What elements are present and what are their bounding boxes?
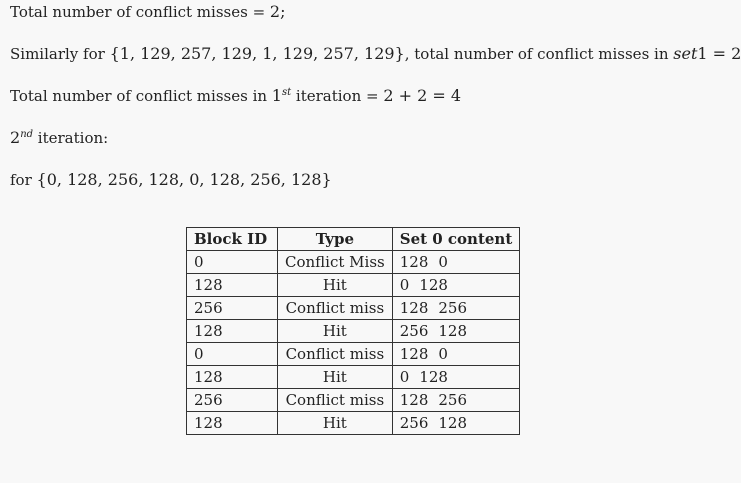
cell-set-content: [392, 274, 520, 297]
content-second: 128: [419, 368, 448, 386]
content-first: 128: [399, 391, 429, 409]
sequence-set0: {0, 128, 256, 128, 0, 128, 256, 128}: [36, 170, 332, 189]
cell-set-content: [392, 389, 520, 412]
cell-block-id: 0: [187, 251, 278, 274]
set-symbol: set: [673, 44, 698, 63]
set0-sequence-line: [10, 170, 332, 190]
table-row: [187, 389, 520, 412]
similar-set1-line: [10, 44, 741, 64]
content-second: 256: [438, 299, 468, 317]
line-text-2: , total number of conflict misses in: [404, 45, 674, 63]
header-block-id: Block ID: [187, 228, 278, 251]
cell-type: Conflict miss: [278, 389, 393, 412]
set-number: 1: [697, 44, 708, 63]
content-first: 0: [399, 276, 410, 294]
line-text: iteration:: [33, 129, 109, 147]
header-set0-content: Set 0 content: [392, 228, 520, 251]
table-row: [187, 320, 520, 343]
ordinal-suffix: st: [281, 87, 292, 98]
cell-type: Hit: [278, 412, 393, 435]
cell-type: Hit: [278, 366, 393, 389]
cell-type: Hit: [278, 274, 393, 297]
line-text: Total number of conflict misses =: [10, 3, 270, 21]
table-header-row: [187, 228, 520, 251]
cell-set-content: [392, 366, 520, 389]
second-iteration-heading: [10, 128, 108, 148]
content-first: 128: [399, 299, 429, 317]
cell-type: Conflict miss: [278, 297, 393, 320]
cell-set-content: [392, 343, 520, 366]
table-row: [187, 297, 520, 320]
content-first: 256: [399, 322, 429, 340]
cell-block-id: 128: [187, 412, 278, 435]
content-second: 256: [438, 391, 468, 409]
sequence-set1: {1, 129, 257, 129, 1, 129, 257, 129}: [109, 44, 405, 63]
math-value: 2;: [269, 2, 286, 21]
cell-type: Conflict miss: [278, 343, 393, 366]
table-row: [187, 366, 520, 389]
cell-type: Hit: [278, 320, 393, 343]
line-text: for: [10, 171, 37, 189]
line-text: Total number of conflict misses in: [10, 87, 272, 105]
table-row: [187, 412, 520, 435]
conflict-miss-total-line: [10, 2, 286, 22]
cell-block-id: 128: [187, 274, 278, 297]
cell-set-content: [392, 251, 520, 274]
content-second: 0: [438, 253, 448, 271]
line-text-2: iteration =: [291, 87, 384, 105]
content-first: 128: [399, 253, 429, 271]
content-second: 0: [438, 345, 448, 363]
content-second: 128: [438, 322, 468, 340]
line-text: Similarly for: [10, 45, 110, 63]
cell-block-id: 0: [187, 343, 278, 366]
content-first: 0: [399, 368, 410, 386]
cell-set-content: [392, 320, 520, 343]
ordinal-number: 1: [271, 86, 282, 105]
cell-set-content: [392, 297, 520, 320]
content-first: 256: [399, 414, 429, 432]
content-second: 128: [419, 276, 448, 294]
content-second: 128: [438, 414, 468, 432]
cell-block-id: 256: [187, 297, 278, 320]
table-row: [187, 274, 520, 297]
table-row: [187, 343, 520, 366]
ordinal-number: 2: [10, 128, 21, 147]
cell-block-id: 256: [187, 389, 278, 412]
content-first: 128: [399, 345, 429, 363]
set1-misses-value: = 2: [707, 44, 741, 63]
first-iteration-total-line: [10, 86, 461, 106]
cell-set-content: [392, 412, 520, 435]
ordinal-suffix: nd: [20, 129, 34, 140]
table-row: [187, 251, 520, 274]
cell-block-id: 128: [187, 366, 278, 389]
math-sum: 2 + 2 = 4: [383, 86, 462, 105]
cell-block-id: 128: [187, 320, 278, 343]
cell-type: Conflict Miss: [278, 251, 393, 274]
header-type: Type: [278, 228, 393, 251]
set0-cache-table: [186, 227, 520, 435]
